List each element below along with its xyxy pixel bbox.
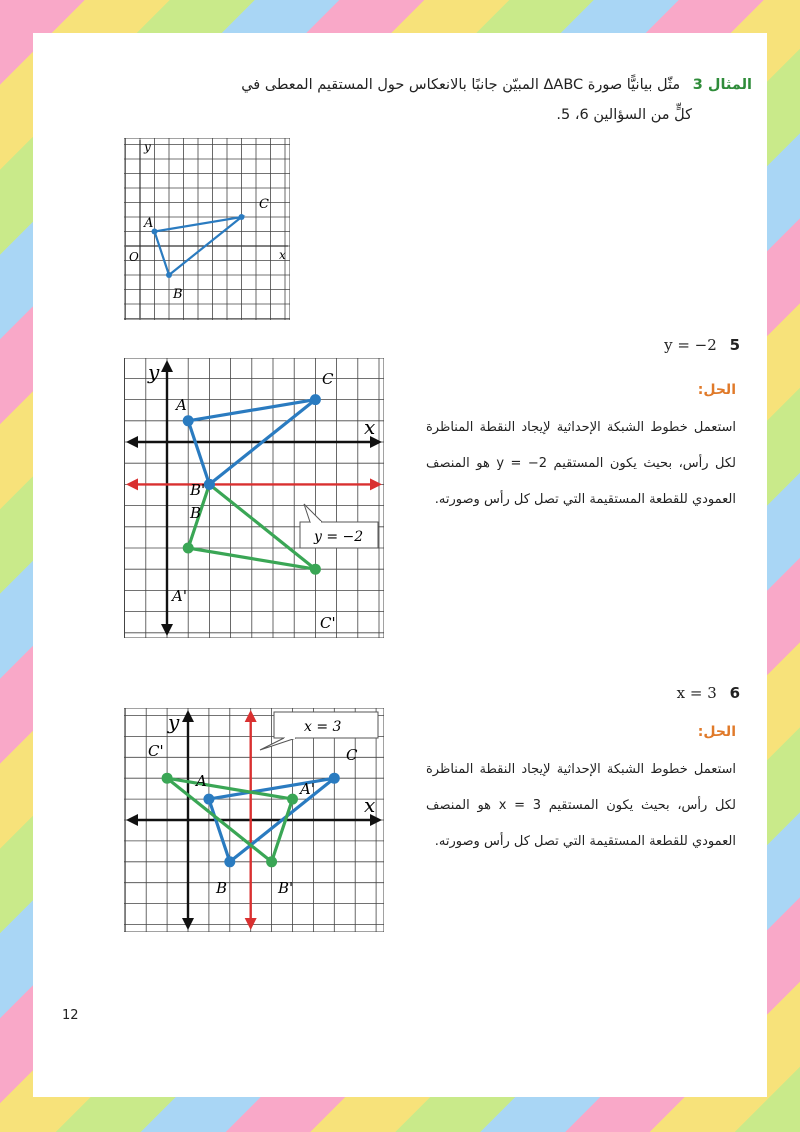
header-line-1 [152,70,752,100]
label-b: B [173,287,183,302]
callout-text: y = −2 [314,529,364,545]
point-a-prime [287,794,298,805]
point-b [224,856,235,867]
label-c: C [259,197,269,212]
label-x-axis: x [279,248,286,262]
label-c-prime: C' [148,742,164,760]
question-5-solution-label: الحل: [697,382,736,398]
reflection-graph-x-equals-3 [124,708,384,932]
label-a-prime: A' [300,780,315,798]
question-5-label [664,336,740,354]
point-c [239,214,245,220]
question-6-number: 6 [729,684,740,702]
label-y-axis: y [148,360,160,384]
question-5-number: 5 [729,336,740,354]
label-y-axis: y [144,140,151,154]
point-a [183,415,194,426]
question-6-solution-text: استعمل خطوط الشبكة الإحداثية لإيجاد النقطة المناظرة لكل رأس، بحيث يكون المستقيم x = 3 هو المنصف العمودي للقطعة المستقيمة التي تصل كل رأس وصورته. [426,762,737,849]
label-c-prime: C' [320,614,336,632]
label-b-prime: B' [278,879,294,897]
label-y-axis: y [168,710,180,734]
label-x-axis: x [364,415,376,439]
point-c [329,773,340,784]
header-line-2: كلٍّ من السؤالين 6، 5. [556,107,692,123]
question-5-solution-text: استعمل خطوط الشبكة الإحداثية لإيجاد النقطة المناظرة لكل رأس، بحيث يكون المستقيم y = −2 هو المنصف العمودي للقطعة المستقيمة التي تصل كل رأس وصورته. [426,420,737,507]
question-5-equation: y = −2 [664,336,717,354]
label-b: B [190,504,202,522]
point-b-prime [266,856,277,867]
label-c: C [322,370,334,388]
original-triangle-graph [124,138,290,320]
question-6-label [677,684,740,702]
header-text-1: مثّل بيانيًّا صورة ΔABC المبيّن جانبًا بالانعكاس حول المستقيم المعطى في [241,77,681,93]
label-b: B [216,879,228,897]
label-a: A [176,396,187,414]
label-a: A [196,772,207,790]
point-a [203,794,214,805]
example-header [152,70,752,130]
question-6-solution-label: الحل: [697,724,736,740]
label-a-prime: A' [172,587,187,605]
label-origin: O [129,250,139,264]
point-c-prime [162,773,173,784]
page-number: 12 [62,1008,79,1023]
point-c [310,394,321,405]
point-c-prime [310,564,321,575]
label-c: C [346,746,358,764]
point-a-prime [183,543,194,554]
callout-text: x = 3 [304,719,342,735]
label-a: A [144,216,154,231]
point-b [166,272,172,278]
example-label: المثال 3 [692,77,752,93]
point-b-prime [204,479,215,490]
label-b-prime: B' [190,481,206,499]
reflection-graph-y-minus-2 [124,358,384,638]
question-6-equation: x = 3 [676,684,717,702]
label-x-axis: x [364,793,376,817]
